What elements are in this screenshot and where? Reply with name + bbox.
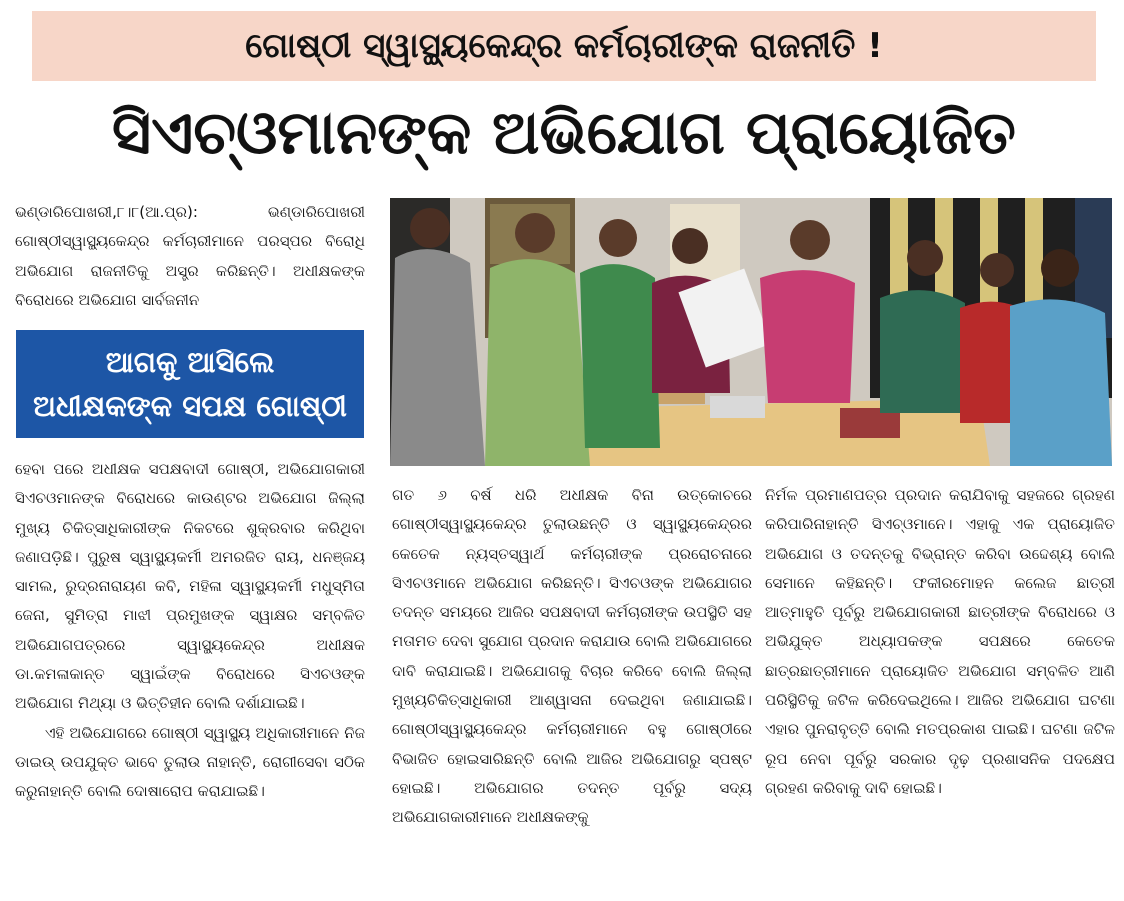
article-column-2	[392, 481, 752, 833]
column-1-paragraph-2: ଏହି ଅଭିଯୋଗରେ ଗୋଷ୍ଠୀ ସ୍ୱାସ୍ଥ୍ୟ ଅଧିକାରୀମାନେ ନିଜ ଡାଇଉ୍ ଉପଯୁକ୍ତ ଭାବେ ତୁଲାଉ ନାହାନ୍ତି, ରୋଗୀସେବା ସଠିକ କରୁନାହାନ୍ତି ବୋଲି ଦୋଷାରୋପ କରାଯାଇଛି।	[15, 723, 365, 801]
headline	[14, 84, 1114, 182]
dateline-paragraph	[15, 198, 365, 315]
kicker-text: ଗୋଷ୍ଠୀ ସ୍ୱାସ୍ଥ୍ୟକେନ୍ଦ୍ର କର୍ମଚାରୀଙ୍କ ରାଜନୀତି !	[245, 26, 883, 66]
subheading-line-1: ଆଗକୁ ଆସିଲେ	[105, 345, 275, 379]
photo-illustration	[390, 198, 1112, 466]
column-1-paragraph-1: ହେବା ପରେ ଅଧୀକ୍ଷକ ସପକ୍ଷବାଦୀ ଗୋଷ୍ଠୀ, ଅଭିଯୋଗକାରୀ ସିଏଚଓମାନଙ୍କ ବିରୋଧରେ କାଉଣ୍ଟର ଅଭିଯୋଗ ଜିଲ୍ଲା ମୁଖ୍ୟ ଚିକିତ୍ସାଧିକାରୀଙ୍କ ନିକଟରେ ଶୁକ୍ରବାର କରିଥିବା ଜଣାପଡ଼ିଛି। ପୁରୁଷ ସ୍ୱାସ୍ଥ୍ୟକର୍ମୀ ଅମରଜିତ ରାୟ, ଧନଞ୍ଜୟ ସାମଲ, ରୁଦ୍ରନାରାୟଣ କବି, ମହିଳା ସ୍ୱାସ୍ଥ୍ୟକର୍ମୀ ମଧୁସ୍ମିତା ଜେନା, ସୁମିତ୍ରା ମାଝୀ ପ୍ରମୁଖଙ୍କ ସ୍ୱାକ୍ଷର ସମ୍ବଳିତ ଅଭିଯୋଗପତ୍ରରେ ସ୍ୱାସ୍ଥ୍ୟକେନ୍ଦ୍ର ଅଧୀକ୍ଷକ ଡା.କମଳାକାନ୍ତ ସ୍ୱାଇଁଙ୍କ ବିରୋଧରେ ସିଏଚଓଙ୍କ ଅଭିଯୋଗ ମିଥ୍ୟା ଓ ଭିତ୍ତିହୀନ ବୋଲି ଦର୍ଶାଯାଇଛି।	[15, 460, 365, 713]
subheading-line-2: ଅଧୀକ୍ଷକଙ୍କ ସପକ୍ଷ ଗୋଷ୍ଠୀ	[33, 389, 347, 423]
column-2-paragraph-1: ଗତ ୬ ବର୍ଷ ଧରି ଅଧୀକ୍ଷକ ବିନା ଉତ୍କୋଚରେ ଗୋଷ୍ଠୀସ୍ୱାସ୍ଥ୍ୟକେନ୍ଦ୍ର ତୁଲାଉଛନ୍ତି ଓ ସ୍ୱାସ୍ଥ୍ୟକେନ୍ଦ୍ରର କେତେକ ନ୍ୟସ୍ତସ୍ୱାର୍ଥ କର୍ମଚାରୀଙ୍କ ପ୍ରରୋଚନାରେ ସିଏଚଓମାନେ ଅଭିଯୋଗ କରିଛନ୍ତି। ସିଏଚଓଙ୍କ ଅଭିଯୋଗର ତଦନ୍ତ ସମୟରେ ଆଜିର ସପକ୍ଷବାଦୀ କର୍ମଚାରୀଙ୍କ ଉପସ୍ଥିତି ସହ ମତାମତ ଦେବା ସୁଯୋଗ ପ୍ରଦାନ କରାଯାଉ ବୋଲି ଅଭିଯୋଗରେ ଦାବି କରାଯାଇଛି। ଅଭିଯୋଗକୁ ବିଚାର କରିବେ ବୋଲି ଜିଲ୍ଲା ମୁଖ୍ୟଚିକିତ୍ସାଧିକାରୀ ଆଶ୍ୱାସନା ଦେଇଥିବା ଜଣାଯାଇଛି। ଗୋଷ୍ଠୀସ୍ୱାସ୍ଥ୍ୟକେନ୍ଦ୍ର କର୍ମଚାରୀମାନେ ବହୁ ଗୋଷ୍ଠୀରେ ବିଭାଜିତ ହୋଇସାରିଛନ୍ତି ବୋଲି ଆଜିର ଅଭିଯୋଗରୁ ସ୍ପଷ୍ଟ ହୋଇଛି। ଅଭିଯୋଗର ତଦନ୍ତ ପୂର୍ବରୁ ସଦ୍ୟ ଅଭିଯୋଗକାରୀମାନେ ଅଧୀକ୍ଷକଙ୍କୁ	[392, 486, 752, 827]
news-photo	[390, 198, 1112, 466]
article-column-1	[15, 455, 365, 807]
headline-text: ସିଏଚ୍‌ଓମାନଙ୍କ ଅଭିଯୋଗ ପ୍ରାୟୋଜିତ	[112, 98, 1016, 168]
subheading-box	[16, 330, 364, 438]
column-3-paragraph-1: ନିର୍ମଳ ପ୍ରମାଣପତ୍ର ପ୍ରଦାନ କରାଯିବାକୁ ସହଜରେ ଗ୍ରହଣ କରିପାରିନାହାନ୍ତି ସିଏଚ୍‌ଓମାନେ। ଏହାକୁ ଏକ ପ୍ରାୟୋଜିତ ଅଭିଯୋଗ ଓ ତଦନ୍ତକୁ ବିଭ୍ରାନ୍ତ କରିବା ଉଦ୍ଦେଶ୍ୟ ବୋଲି ସେମାନେ କହିଛନ୍ତି। ଫକୀରମୋହନ କଲେଜ ଛାତ୍ରୀ ଆତ୍ମାହୁତି ପୂର୍ବରୁ ଅଭିଯୋଗକାରୀ ଛାତ୍ରୀଙ୍କ ବିରୋଧରେ ଓ ଅଭିଯୁକ୍ତ ଅଧ୍ୟାପକଙ୍କ ସପକ୍ଷରେ କେତେକ ଛାତ୍ରଛାତ୍ରୀମାନେ ପ୍ରାୟୋଜିତ ଅଭିଯୋଗ ସମ୍ବଳିତ ଆଣି ପରିସ୍ଥିତିକୁ ଜଟିଳ କରିଦେଇଥିଲେ। ଆଜିର ଅଭିଯୋଗ ଘଟଣା ଏହାର ପୁନରାବୃତ୍ତି ବୋଲି ମତପ୍ରକାଶ ପାଇଛି। ଘଟଣା ଜଟିଳ ରୂପ ନେବା ପୂର୍ବରୁ ସରକାର ଦୃଢ଼ ପ୍ରଶାସନିକ ପଦକ୍ଷେପ ଗ୍ରହଣ କରିବାକୁ ଦାବି ହୋଇଛି।	[765, 486, 1115, 797]
dateline-text: ଭଣ୍ଡାରିପୋଖରୀ,୮।୮(ଆ.ପ୍ର): ଭଣ୍ଡାରିପୋଖରୀ ଗୋଷ୍ଠୀସ୍ୱାସ୍ଥ୍ୟକେନ୍ଦ୍ର କର୍ମଚାରୀମାନେ ପରସ୍ପର ବିରୋଧି ଅଭିଯୋଗ ରାଜନୀତିକୁ ଅସ୍ତ୍ର କରିଛନ୍ତି। ଅଧୀକ୍ଷକଙ୍କ ବିରୋଧରେ ଅଭିଯୋଗ ସାର୍ବଜନୀନ	[15, 203, 365, 309]
article-column-3	[765, 481, 1115, 803]
kicker-banner	[32, 11, 1096, 81]
